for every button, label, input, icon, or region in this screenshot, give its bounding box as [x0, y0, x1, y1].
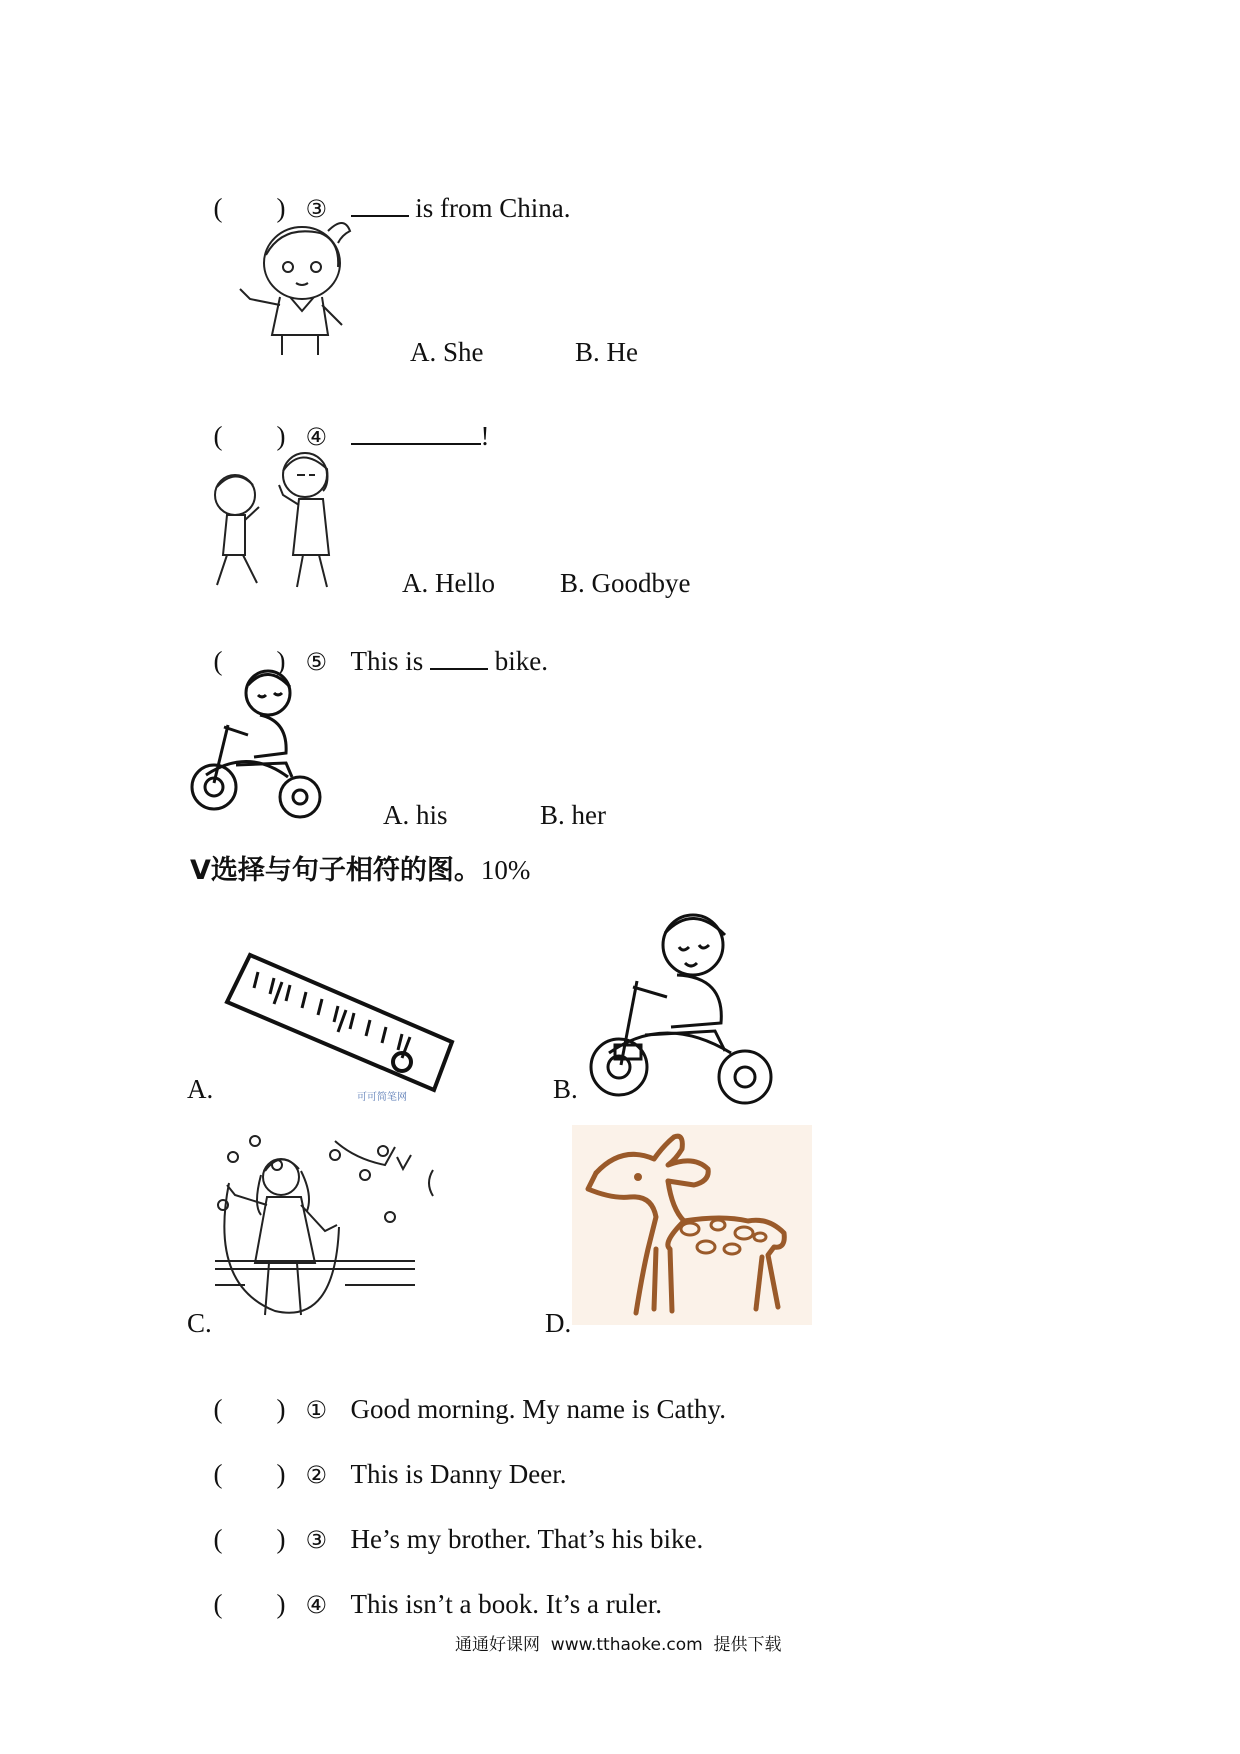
page-footer: 通通好课网 www.tthaoke.com 提供下载 — [455, 1635, 782, 1655]
boy-on-tricycle-large-image — [585, 905, 785, 1105]
sentence-2 — [200, 1434, 566, 1488]
ruler-watermark: 可可简笔网 — [357, 1092, 407, 1103]
flower-decorations — [218, 1136, 395, 1222]
section-heading-text: V选择与句子相符的图。 — [190, 855, 481, 886]
picture-label-a: A. — [187, 1074, 214, 1104]
girl-skipping-rope-image — [215, 1135, 430, 1335]
sentence-number: ① — [305, 1396, 328, 1424]
answer-blank[interactable] — [351, 423, 481, 445]
section-heading — [190, 848, 530, 887]
sentence-1 — [200, 1369, 726, 1423]
deer-image — [572, 1125, 812, 1325]
answer-paren[interactable]: ( ) — [213, 1589, 286, 1619]
question-text: ! — [480, 421, 490, 451]
sentence-3 — [200, 1499, 703, 1553]
section-percent: 10% — [480, 855, 531, 885]
question-text-after: bike. — [488, 646, 549, 676]
option-b[interactable]: B. her — [540, 800, 606, 830]
question-text: is from China. — [408, 193, 571, 223]
question-number: ④ — [305, 423, 328, 451]
sentence-text: Good morning. My name is Cathy. — [350, 1394, 726, 1424]
answer-blank[interactable] — [351, 195, 409, 217]
answer-paren[interactable]: ( ) — [213, 1524, 286, 1554]
answer-paren[interactable]: ( ) — [213, 193, 286, 223]
picture-label-b: B. — [553, 1074, 578, 1104]
stray-mark — [425, 1168, 435, 1198]
ruler-image — [222, 950, 462, 1100]
sentence-number: ④ — [305, 1591, 328, 1619]
question-number: ③ — [305, 195, 328, 223]
answer-paren[interactable]: ( ) — [213, 421, 286, 451]
sentence-4 — [200, 1564, 662, 1618]
answer-paren[interactable]: ( ) — [213, 1394, 286, 1424]
option-a[interactable]: A. Hello — [402, 568, 495, 598]
answer-paren[interactable]: ( ) — [213, 1459, 286, 1489]
question-number: ⑤ — [305, 648, 328, 676]
sentence-number: ② — [305, 1461, 328, 1489]
girl-waving-image — [232, 215, 382, 365]
sentence-text: This isn’t a book. It’s a ruler. — [350, 1589, 662, 1619]
boy-and-woman-waving-image — [205, 445, 365, 595]
sentence-text: This is Danny Deer. — [350, 1459, 567, 1489]
option-b[interactable]: B. He — [575, 337, 638, 367]
answer-blank[interactable] — [430, 648, 488, 670]
question-4 — [200, 396, 490, 450]
deer-eye — [634, 1173, 642, 1181]
option-b[interactable]: B. Goodbye — [560, 568, 691, 598]
option-a[interactable]: A. his — [383, 800, 448, 830]
option-a[interactable]: A. She — [410, 337, 484, 367]
question-text-before: This is — [350, 646, 431, 676]
picture-label-d: D. — [545, 1308, 572, 1338]
sentence-number: ③ — [305, 1526, 328, 1554]
picture-label-c: C. — [187, 1308, 212, 1338]
question-3 — [200, 168, 571, 222]
answer-paren[interactable]: ( ) — [213, 646, 286, 676]
sentence-text: He’s my brother. That’s his bike. — [350, 1524, 704, 1554]
boy-on-tricycle-image — [188, 665, 328, 820]
